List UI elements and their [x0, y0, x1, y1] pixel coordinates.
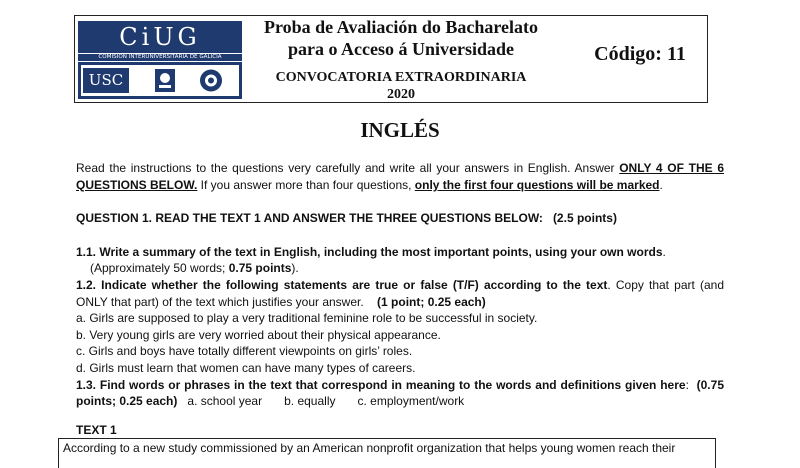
word-b: b. equally [284, 394, 336, 409]
question-1-2-points: (1 point; 0.25 each) [377, 294, 486, 309]
question-1-2-instructions: . Copy that part (and ONLY that part) of the text which justifies your answer. [76, 277, 724, 309]
question-1-1-note [76, 260, 724, 277]
question-1-3-text: 1.3. Find words or phrases in the text that correspond in meaning to the words and definitions given here [76, 377, 686, 392]
university-logos [81, 65, 239, 96]
logo-name: CiUG [119, 23, 201, 51]
question-1-3-colon: : [685, 377, 689, 392]
usc-logo: USC [83, 68, 129, 93]
text-1-body: According to a new study commissioned by an American nonprofit organization that helps young women reach their [63, 441, 676, 455]
statement-d: d. Girls must learn that women can have many types of careers. [76, 360, 416, 375]
question-heading: QUESTION 1. READ THE TEXT 1 AND ANSWER THE THREE QUESTIONS BELOW: [76, 211, 543, 226]
instructions-text: If you answer more than four questions, [197, 177, 415, 192]
exam-year: 2020 [387, 87, 415, 102]
exam-code: Código: 11 [594, 43, 686, 65]
word-c: c. employment/work [357, 394, 465, 409]
ciug-logo [78, 21, 242, 99]
text-1-box [58, 438, 716, 468]
exam-title: Proba de Avaliación do Bacharelato para o Acceso á Universidade [263, 17, 538, 59]
instructions-text: Read the instructions to the questions very carefully and write all your answers in English. Answer [76, 161, 620, 175]
exam-convocatoria [251, 69, 551, 103]
instructions-emphasis: only the first four questions will be marked [414, 177, 660, 192]
question-1-1-text: 1.1. Write a summary of the text in English, including the most important points, using your own words [76, 244, 663, 259]
question-1-2-text: 1.2. Indicate whether the following statements are true or false (T/F) according to the text [76, 277, 608, 292]
statement-b: b. Very young girls are very worried about their physical appearance. [76, 327, 441, 342]
statement-c: c. Girls and boys have totally different viewpoints on girls’ roles. [76, 344, 413, 359]
question-1-2 [76, 277, 724, 310]
note-text: ). [291, 261, 299, 276]
question-points: (2.5 points) [552, 211, 617, 226]
convocatoria-label: CONVOCATORIA EXTRAORDINARIA [275, 70, 527, 85]
question-1-3 [76, 377, 724, 410]
note-points: 0.75 points [228, 261, 292, 276]
question-1-3-points: (0.75 points; 0.25 each) [76, 377, 724, 409]
uvigo-seal-icon [191, 68, 231, 93]
note-text: (Approximately 50 words; [90, 261, 229, 276]
exam-body [76, 160, 724, 410]
udc-seal-icon [151, 68, 179, 93]
instructions-text: . [659, 177, 663, 192]
question-1-1-tail: . [662, 244, 666, 259]
word-a: a. school year [187, 394, 263, 409]
statement-a: a. Girls are supposed to play a very traditional feminine role to be successful in society. [76, 311, 538, 326]
question-1-heading [76, 210, 724, 227]
logo-subtitle: COMISIÓN INTERUNIVERSITARIA DE GALICIA [78, 53, 242, 62]
exam-header [74, 15, 708, 103]
instructions [76, 160, 724, 193]
question-1-1 [76, 244, 724, 261]
instructions-emphasis: ONLY 4 OF THE 6 QUESTIONS BELOW. [76, 161, 724, 192]
text-1-label: TEXT 1 [76, 423, 117, 437]
subject-title: INGLÉS [360, 118, 440, 142]
